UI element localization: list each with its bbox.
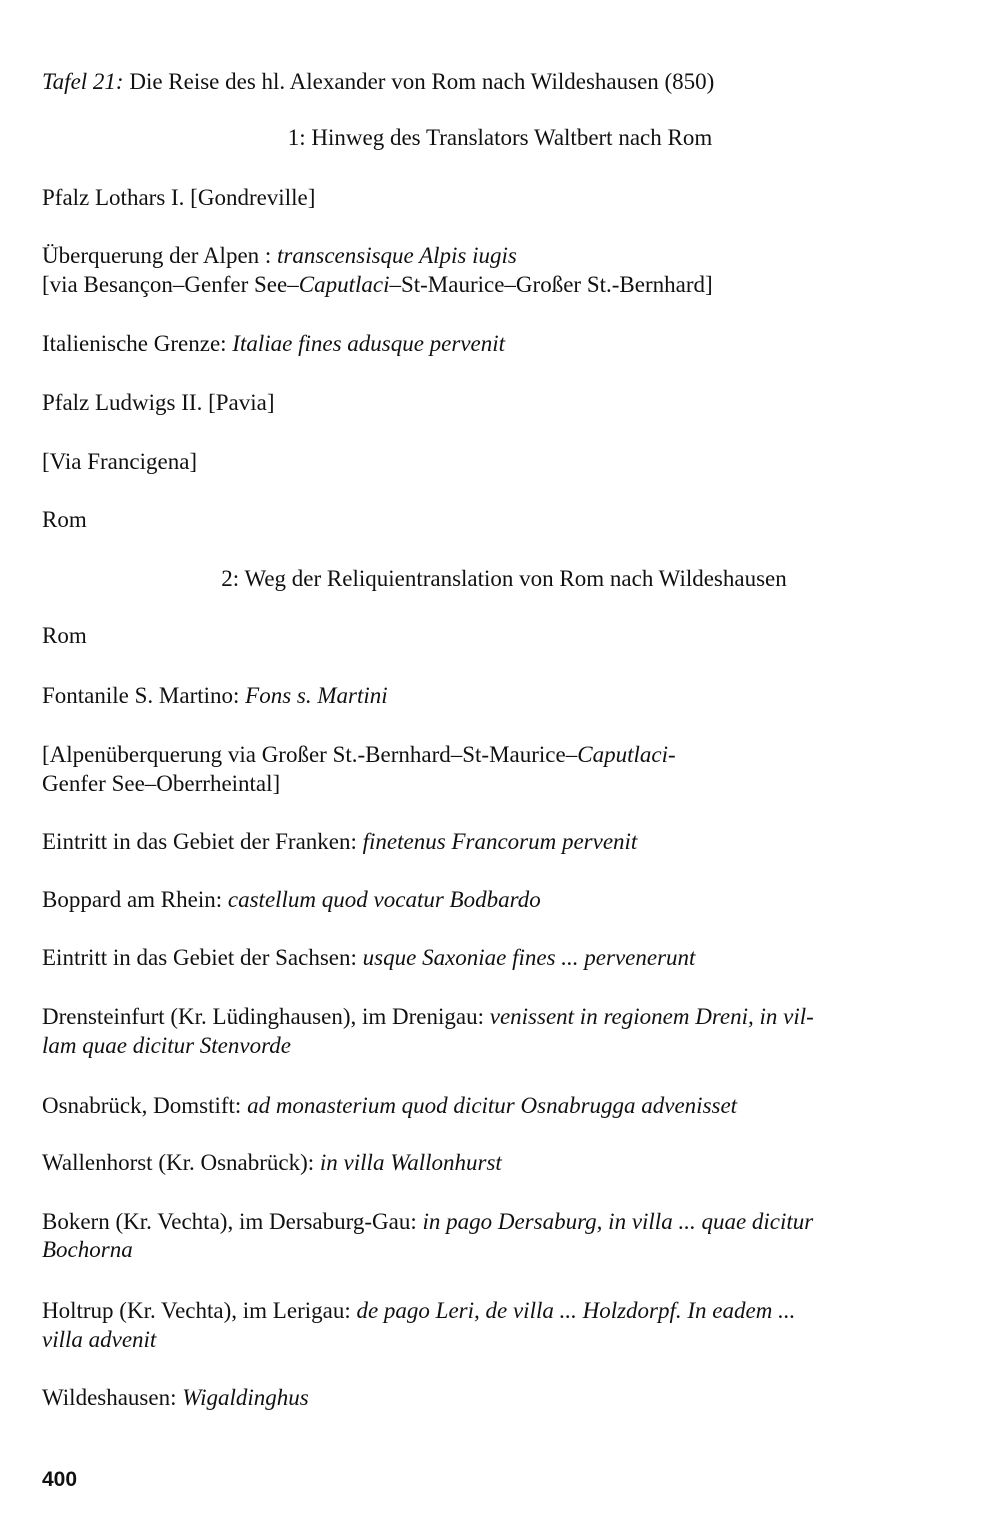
route-entry [42, 1092, 737, 1119]
entry-place: Rom [42, 623, 87, 648]
section-2-heading: 2: Weg der Reliquientranslation von Rom nach Wildeshausen [221, 566, 787, 591]
route-entry [42, 1326, 156, 1353]
entry-latin-quote: finetenus Francorum pervenit [362, 829, 638, 854]
entry-place-cont: - [667, 742, 676, 767]
plate-title-text: Die Reise des hl. Alexander von Rom nach Wildeshausen (850) [123, 69, 715, 94]
route-entry [42, 1208, 813, 1235]
entry-latin-quote: Wigaldinghus [182, 1385, 309, 1410]
plate-label: Tafel 21: [42, 69, 124, 94]
route-entry [42, 448, 197, 475]
route-entry [42, 1384, 309, 1411]
entry-latin-quote: lam quae dicitur Stenvorde [42, 1033, 291, 1058]
entry-place: Genfer See–Oberrheintal] [42, 771, 281, 796]
route-entry [42, 944, 695, 971]
entry-place: Osnabrück, Domstift: [42, 1093, 248, 1118]
entry-place: Wallenhorst (Kr. Osnabrück): [42, 1150, 320, 1175]
entry-place: Eintritt in das Gebiet der Franken: [42, 829, 363, 854]
entry-latin-quote: Caputlaci [298, 272, 390, 297]
entry-latin-quote: venissent in regionem Dreni, in vil- [489, 1004, 814, 1029]
entry-place: Pfalz Lothars I. [Gondreville] [42, 185, 316, 210]
entry-place: Boppard am Rhein: [42, 887, 228, 912]
entry-place: Holtrup (Kr. Vechta), im Lerigau: [42, 1298, 357, 1323]
route-entry [42, 1236, 133, 1263]
route-entry [42, 1032, 291, 1059]
entry-place: Eintritt in das Gebiet der Sachsen: [42, 945, 363, 970]
entry-place: Drensteinfurt (Kr. Lüdinghausen), im Drenigau: [42, 1004, 490, 1029]
route-entry [42, 506, 87, 533]
entry-place: Rom [42, 507, 87, 532]
entry-latin-quote: Caputlaci [577, 742, 668, 767]
route-entry [42, 389, 275, 416]
route-entry [42, 828, 637, 855]
route-entry [42, 886, 541, 913]
entry-latin-quote: Italiae fines adusque pervenit [232, 331, 506, 356]
route-entry [42, 741, 676, 768]
entry-latin-quote: Bochorna [42, 1237, 133, 1262]
entry-place: [Alpenüberquerung via Großer St.-Bernhard–St-Maurice– [42, 742, 578, 767]
entry-latin-quote: Fons s. Martini [245, 683, 388, 708]
entry-place: Pfalz Ludwigs II. [Pavia] [42, 390, 275, 415]
entry-place: Überquerung der Alpen : [42, 243, 278, 268]
entry-place: [via Besançon–Genfer See– [42, 272, 299, 297]
entry-place: Italienische Grenze: [42, 331, 233, 356]
entry-place: [Via Francigena] [42, 449, 198, 474]
entry-latin-quote: ad monasterium quod dicitur Osnabrugga advenisset [247, 1093, 738, 1118]
route-entry [42, 1003, 814, 1030]
entry-latin-quote: in villa Wallonhurst [319, 1150, 502, 1175]
section-1-heading: 1: Hinweg des Translators Waltbert nach Rom [287, 125, 713, 150]
route-entry [42, 622, 87, 649]
plate-title [42, 68, 714, 95]
entry-latin-quote: castellum quod vocatur Bodbardo [227, 887, 541, 912]
entry-latin-quote: usque Saxoniae fines ... pervenerunt [362, 945, 696, 970]
route-entry [42, 330, 505, 357]
page-number: 400 [42, 1468, 78, 1491]
entry-latin-quote: transcensisque Alpis iugis [277, 243, 517, 268]
route-entry [42, 184, 315, 211]
entry-place: Wildeshausen: [42, 1385, 183, 1410]
route-entry [42, 1297, 795, 1324]
entry-latin-quote: de pago Leri, de villa ... Holzdorpf. In eadem ... [356, 1298, 796, 1323]
route-entry [42, 770, 280, 797]
route-entry [42, 242, 517, 269]
entry-latin-quote: in pago Dersaburg, in villa ... quae dicitur [422, 1209, 814, 1234]
route-entry [42, 1149, 502, 1176]
route-entry [42, 682, 388, 709]
entry-place-cont: –St-Maurice–Großer St.-Bernhard] [389, 272, 713, 297]
entry-latin-quote: villa advenit [42, 1327, 157, 1352]
route-entry [42, 271, 713, 298]
entry-place: Fontanile S. Martino: [42, 683, 246, 708]
entry-place: Bokern (Kr. Vechta), im Dersaburg-Gau: [42, 1209, 423, 1234]
